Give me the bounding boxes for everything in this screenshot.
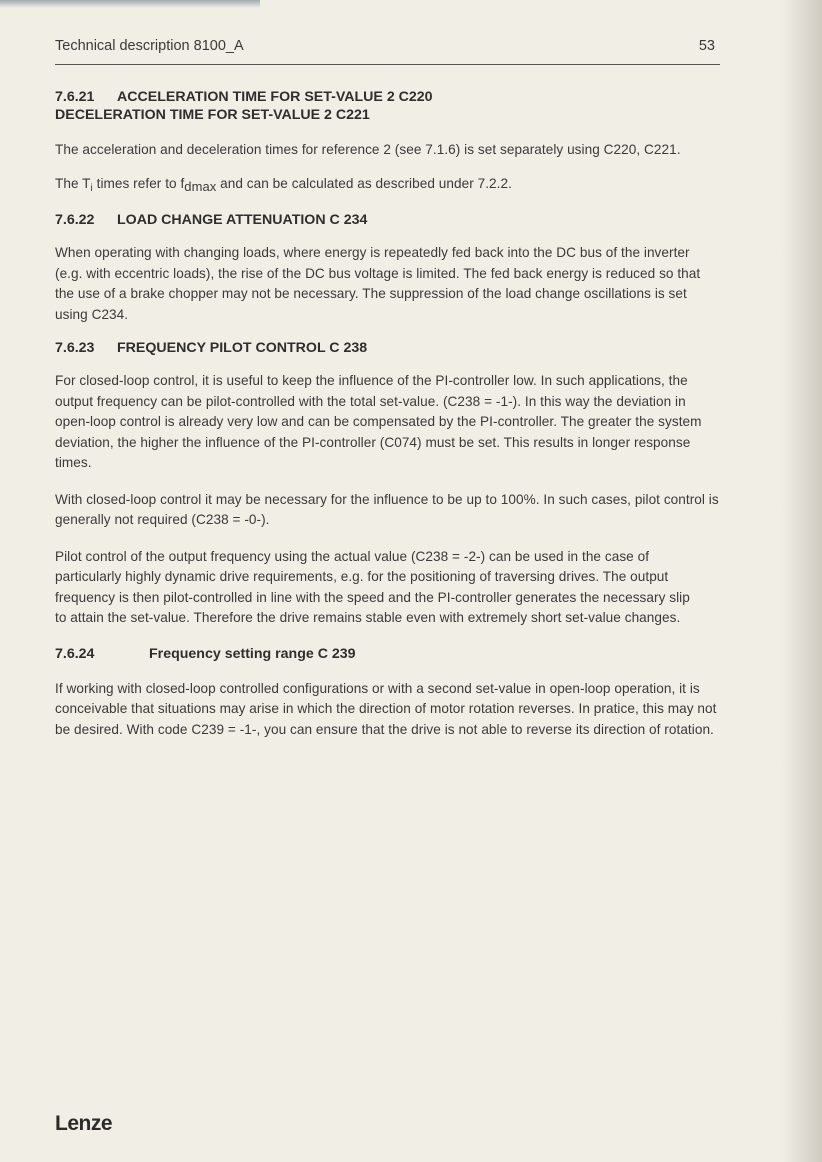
section-title: FREQUENCY PILOT CONTROL C 238: [117, 340, 368, 356]
paragraph: If working with closed-loop controlled configurations or with a second set-value in open-loop operation, it is conceivable that situations may arise in which the direction of motor rotation reverses. In pratice, this may not be desired. With code C239 = -1-, you can ensure that the drive is not able to reverse its direction of rotation.: [55, 680, 717, 737]
section-heading: [55, 88, 735, 106]
section-number: 7.6.22: [55, 212, 95, 228]
paragraph-ti-times: The $T_i$ times refer to fdmax and can be calculated as described under 7.2.2.: [55, 175, 512, 194]
paragraph: For closed-loop control, it is useful to keep the influence of the PI-controller low. In such applications, the output frequency can be pilot-controlled with the total set-value. (C238 = -1-). In this way the deviation in open-loop control is already very low and can be compensated by the PI-controller. The greater the system deviation, the higher the influence of the PI-controller (C074) must be set. This results in longer response times.: [55, 373, 702, 470]
section-7-6-21: [55, 88, 735, 199]
scan-edge-shadow-top: [0, 0, 260, 8]
section-title-line1: ACCELERATION TIME FOR SET-VALUE 2 C220: [117, 89, 433, 105]
section-title: Frequency setting range C 239: [149, 645, 356, 662]
paragraph: When operating with changing loads, where energy is repeatedly fed back into the DC bus of the inverter (e.g. with eccentric loads), the rise of the DC bus voltage is limited. The fed back energy is reduced so that the use of a brake chopper may not be necessary. The suppression of the load change oscillations is set using C234.: [55, 245, 701, 322]
section-title: LOAD CHANGE ATTENUATION C 234: [117, 212, 368, 228]
section-title-line2: DECELERATION TIME FOR SET-VALUE 2 C221: [55, 107, 370, 123]
section-number: 7.6.21: [55, 89, 95, 105]
section-number: 7.6.23: [55, 340, 95, 356]
section-heading: [55, 339, 735, 357]
header-rule: [55, 64, 720, 65]
paragraph: Pilot control of the output frequency using the actual value (C238 = -2-) can be used in the case of particularly highly dynamic drive requirements, e.g. for the positioning of traversing drives. The output frequency is then pilot-controlled in line with the speed and the PI-controller generates the necessary slip to attain the set-value. Therefore the drive remains stable even with extremely short set-value changes.: [55, 548, 690, 625]
section-heading: [55, 211, 735, 229]
page-body: [55, 88, 735, 740]
lenze-logo: Lenze: [55, 1112, 113, 1135]
document-title: Technical description 8100_A: [55, 38, 244, 54]
paragraph: The acceleration and deceleration times for reference 2 (see 7.1.6) is set separately using C220, C221.: [55, 142, 681, 157]
section-heading: [55, 645, 735, 663]
scan-edge-shadow-right: [782, 0, 822, 1162]
page-header: [55, 38, 715, 60]
section-number: 7.6.24: [55, 645, 95, 662]
paragraph: With closed-loop control it may be necessary for the influence to be up to 100%. In such cases, pilot control is generally not required (C238 = -0-).: [55, 491, 719, 527]
section-7-6-22: [55, 211, 735, 325]
page-number: 53: [698, 38, 715, 54]
section-7-6-24: [55, 645, 735, 741]
section-7-6-23: [55, 339, 735, 629]
